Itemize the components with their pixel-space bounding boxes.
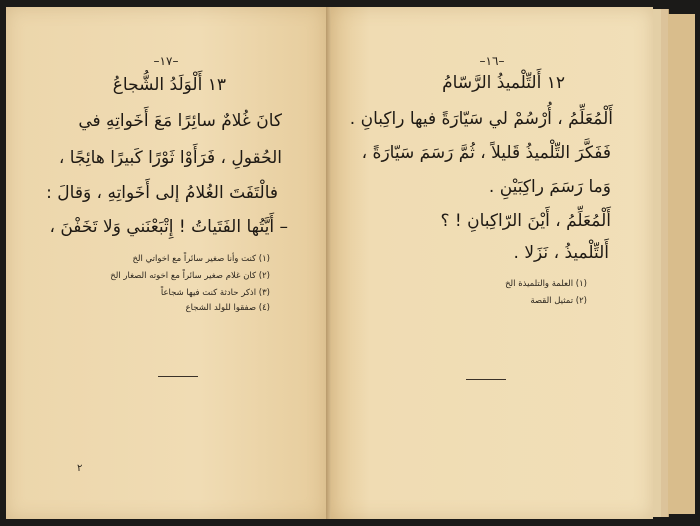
lesson-title: ١٢ أَلتِّلْميذُ الرَّسّامُ [442, 73, 565, 93]
text-line: فالْتَفَتَ الغُلامُ إلى أَخَواتِهِ ، وَقالَ : [46, 183, 278, 203]
text-line: وَما رَسَمَ راكِبَيْنِ . [488, 177, 611, 197]
book-cover-edge [668, 14, 695, 514]
text-line: كانَ غُلامٌ سائِرًا مَعَ أَخَواتِهِ في [78, 111, 282, 131]
exercise-note: (٣) اذكر حادثة كنت فيها شجاعاً [160, 288, 270, 298]
divider-rule [158, 376, 198, 377]
right-page [331, 7, 653, 519]
page-number: –١٧– [153, 54, 179, 68]
left-page [6, 7, 326, 519]
exercise-note: (١) كنت وأنا صغير سائراً مع اخواتي الخ [132, 254, 270, 264]
exercise-note: (٢) تمثيل القصة [530, 296, 587, 306]
page-number: –١٦– [479, 54, 505, 68]
text-line: فَفَكَّرَ التِّلْميذُ قَليلاً ، ثُمَّ رَسَمَ سَيّارَةً ، [361, 143, 611, 163]
text-line: – أَيَّتُها الفَتَياتُ ! إِتْبَعْنَني وَلا تَخَفْنَ ، [49, 217, 288, 237]
exercise-note: (٤) صفقوا للولد الشجاع [185, 303, 270, 313]
signature-mark: ٢ [77, 463, 83, 474]
text-line: أَلْمُعَلِّمُ ، أُرْسُمْ لي سَيّارَةً فيها راكِبانِ . [349, 109, 613, 129]
divider-rule [466, 379, 506, 380]
exercise-note: (١) العلمة والتلميذة الخ [505, 279, 587, 289]
exercise-note: (٢) كان غلام صغير سائراً مع اخوته الصغار الخ [110, 271, 270, 281]
text-line: أَلتِّلْميذُ ، نَزَلا . [513, 243, 609, 263]
text-line: أَلْمُعَلِّمُ ، أَيْنَ الرّاكِبانِ ! ؟ [440, 211, 611, 231]
lesson-title: ١٣ أَلْوَلَدُ الشُّجاعُ [112, 75, 226, 95]
text-line: الحُقولِ ، فَرَأَوْا ثَوْرًا كَبيرًا هائِجًا ، [58, 148, 282, 168]
